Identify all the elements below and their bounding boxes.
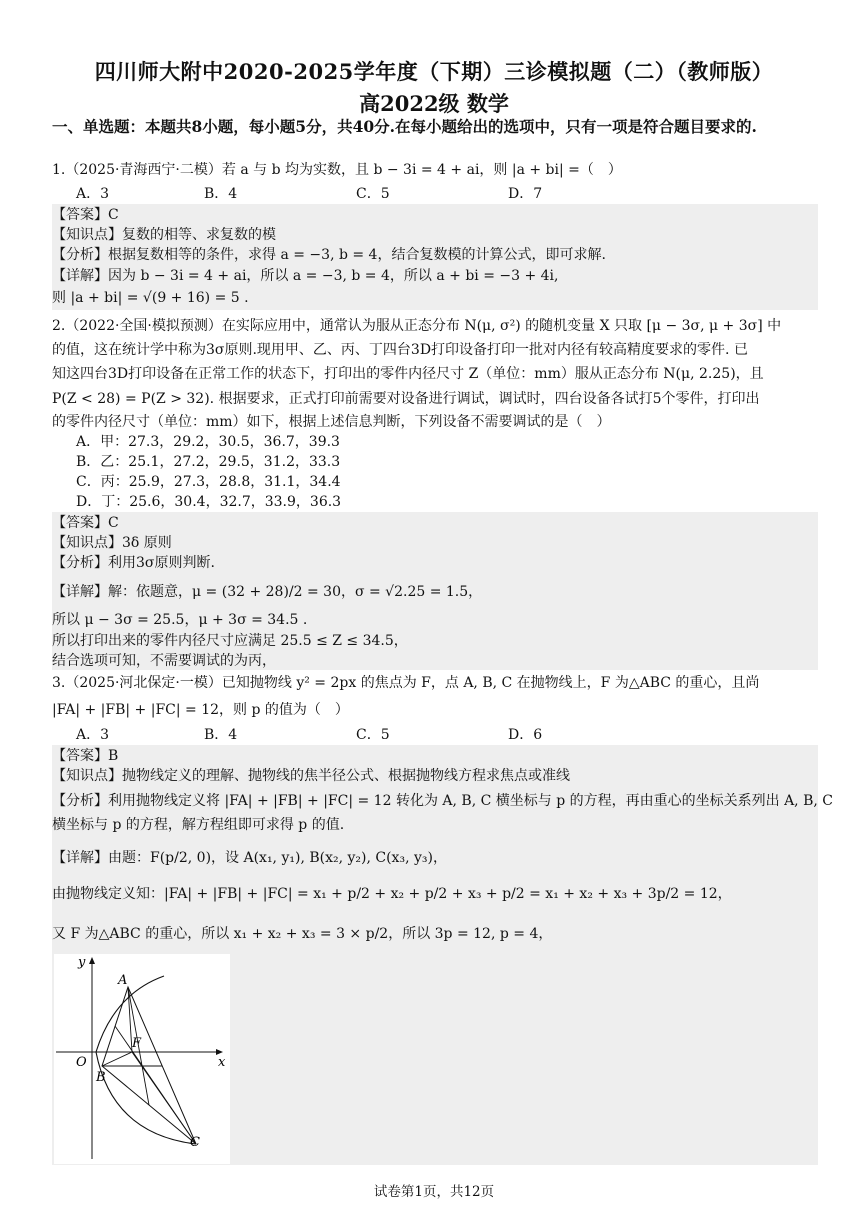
- q3-knowledge: 【知识点】抛物线定义的理解、抛物线的焦半径公式、根据抛物线方程求焦点或准线: [52, 768, 570, 784]
- section-heading: 一、单选题：本题共8小题，每小题5分，共40分.在每小题给出的选项中，只有一项是符合题目要求的.: [52, 117, 757, 136]
- q3-detail-3: 又 F 为△ABC 的重心，所以 x₁ + x₂ + x₃ = 3 × p/2，所以 3p = 12, p = 4，: [52, 926, 553, 942]
- parabola-figure: [54, 954, 230, 1164]
- q2-stem-4: P(Z < 28) = P(Z > 32). 根据要求，正式打印前需要对设备进行调试，调试时，四台设备各试打5个零件，打印出: [52, 391, 760, 407]
- q1-option-c: C．5: [356, 186, 390, 202]
- q2-analysis: 【分析】利用3σ原则判断.: [52, 555, 215, 571]
- q1-option-d: D．7: [508, 186, 543, 202]
- q3-stem-2: |FA| + |FB| + |FC| = 12，则 p 的值为（ ）: [52, 702, 349, 718]
- exam-title: 四川师大附中2020-2025学年度（下期）三诊模拟题（二）（教师版）: [94, 59, 774, 84]
- label-y: y: [78, 955, 86, 970]
- label-x: x: [218, 1055, 226, 1070]
- q2-knowledge: 【知识点】3δ 原则: [52, 535, 172, 551]
- q3-analysis-1: 【分析】利用抛物线定义将 |FA| + |FB| + |FC| = 12 转化为 A, B, C 横坐标与 p 的方程，再由重心的坐标关系列出 A, B, C: [52, 793, 833, 809]
- q2-option-d: D．丁：25.6，30.4，32.7，33.9，36.3: [76, 494, 342, 510]
- q3-option-a: A．3: [76, 727, 110, 743]
- q3-stem-1: 3.（2025·河北保定·一模）已知抛物线 y² = 2px 的焦点为 F，点 A, B, C 在抛物线上，F 为△ABC 的重心，且尚: [52, 675, 760, 691]
- q1-analysis: 【分析】根据复数相等的条件，求得 a = −3, b = 4，结合复数模的计算公式，即可求解.: [52, 247, 606, 263]
- q1-option-b: B．4: [204, 186, 238, 202]
- q2-option-c: C．丙：25.9，27.3，28.8，31.1，34.4: [76, 474, 341, 490]
- q2-detail-1: 【详解】解：依题意，μ = (32 + 28)/2 = 30，σ = √2.25 = 1.5，: [52, 584, 483, 600]
- q1-answer: 【答案】C: [52, 207, 119, 223]
- q2-option-b: B．乙：25.1，27.2，29.5，31.2，33.3: [76, 454, 341, 470]
- q1-option-a: A．3: [76, 186, 110, 202]
- q2-detail-2: 所以 μ − 3σ = 25.5，μ + 3σ = 34.5 .: [52, 612, 308, 628]
- q3-detail-2: 由抛物线定义知：|FA| + |FB| + |FC| = x₁ + p/2 + x₂ + p/2 + x₃ + p/2 = x₁ + x₂ + x₃ + 3p/2 = 12，: [52, 886, 732, 902]
- q3-answer: 【答案】B: [52, 748, 119, 764]
- q3-detail-1: 【详解】由题：F(p/2, 0)，设 A(x₁, y₁), B(x₂, y₂), C(x₃, y₃)，: [52, 850, 447, 866]
- label-b: B: [96, 1070, 106, 1085]
- label-a: A: [118, 973, 128, 988]
- q3-option-d: D．6: [508, 727, 543, 743]
- q1-detail-1: 【详解】因为 b − 3i = 4 + ai，所以 a = −3, b = 4，所以 a + bi = −3 + 4i,: [52, 268, 559, 284]
- q2-detail-3: 所以打印出来的零件内径尺寸应满足 25.5 ≤ Z ≤ 34.5，: [52, 633, 408, 649]
- q3-analysis-2: 横坐标与 p 的方程，解方程组即可求得 p 的值.: [52, 817, 345, 833]
- q2-stem-2: 的值，这在统计学中称为3σ原则.现用甲、乙、丙、丁四台3D打印设备打印一批对内径有较高精度要求的零件. 已: [52, 342, 748, 358]
- q1-knowledge: 【知识点】复数的相等、求复数的模: [52, 227, 276, 243]
- q2-stem-3: 知这四台3D打印设备在正常工作的状态下，打印出的零件内径尺寸 Z（单位：mm）服从正态分布 N(μ, 2.25)，且: [52, 366, 764, 382]
- exam-subtitle: 高2022级 数学: [359, 91, 509, 116]
- q2-stem-5: 的零件内径尺寸（单位：mm）如下，根据上述信息判断，下列设备不需要调试的是（ ）: [52, 414, 611, 430]
- q3-option-c: C．5: [356, 727, 390, 743]
- label-c: C: [190, 1135, 200, 1150]
- parabola-diagram: [54, 954, 230, 1164]
- q1-stem: 1.（2025·青海西宁·二模）若 a 与 b 均为实数，且 b − 3i = 4 + ai，则 |a + bi| =（ ）: [52, 162, 622, 178]
- q2-stem-1: 2.（2022·全国·模拟预测）在实际应用中，通常认为服从正态分布 N(μ, σ²) 的随机变量 X 只取 [μ − 3σ, μ + 3σ] 中: [52, 318, 782, 334]
- q2-answer: 【答案】C: [52, 515, 119, 531]
- q3-option-b: B．4: [204, 727, 238, 743]
- label-origin: O: [76, 1055, 87, 1070]
- q2-detail-4: 结合选项可知，不需要调试的为丙，: [52, 653, 276, 669]
- q2-option-a: A．甲：27.3，29.2，30.5，36.7，39.3: [76, 434, 340, 450]
- page-footer: 试卷第1页，共12页: [373, 1184, 495, 1200]
- label-f: F: [132, 1036, 142, 1051]
- q1-detail-2: 则 |a + bi| = √(9 + 16) = 5 .: [52, 290, 249, 306]
